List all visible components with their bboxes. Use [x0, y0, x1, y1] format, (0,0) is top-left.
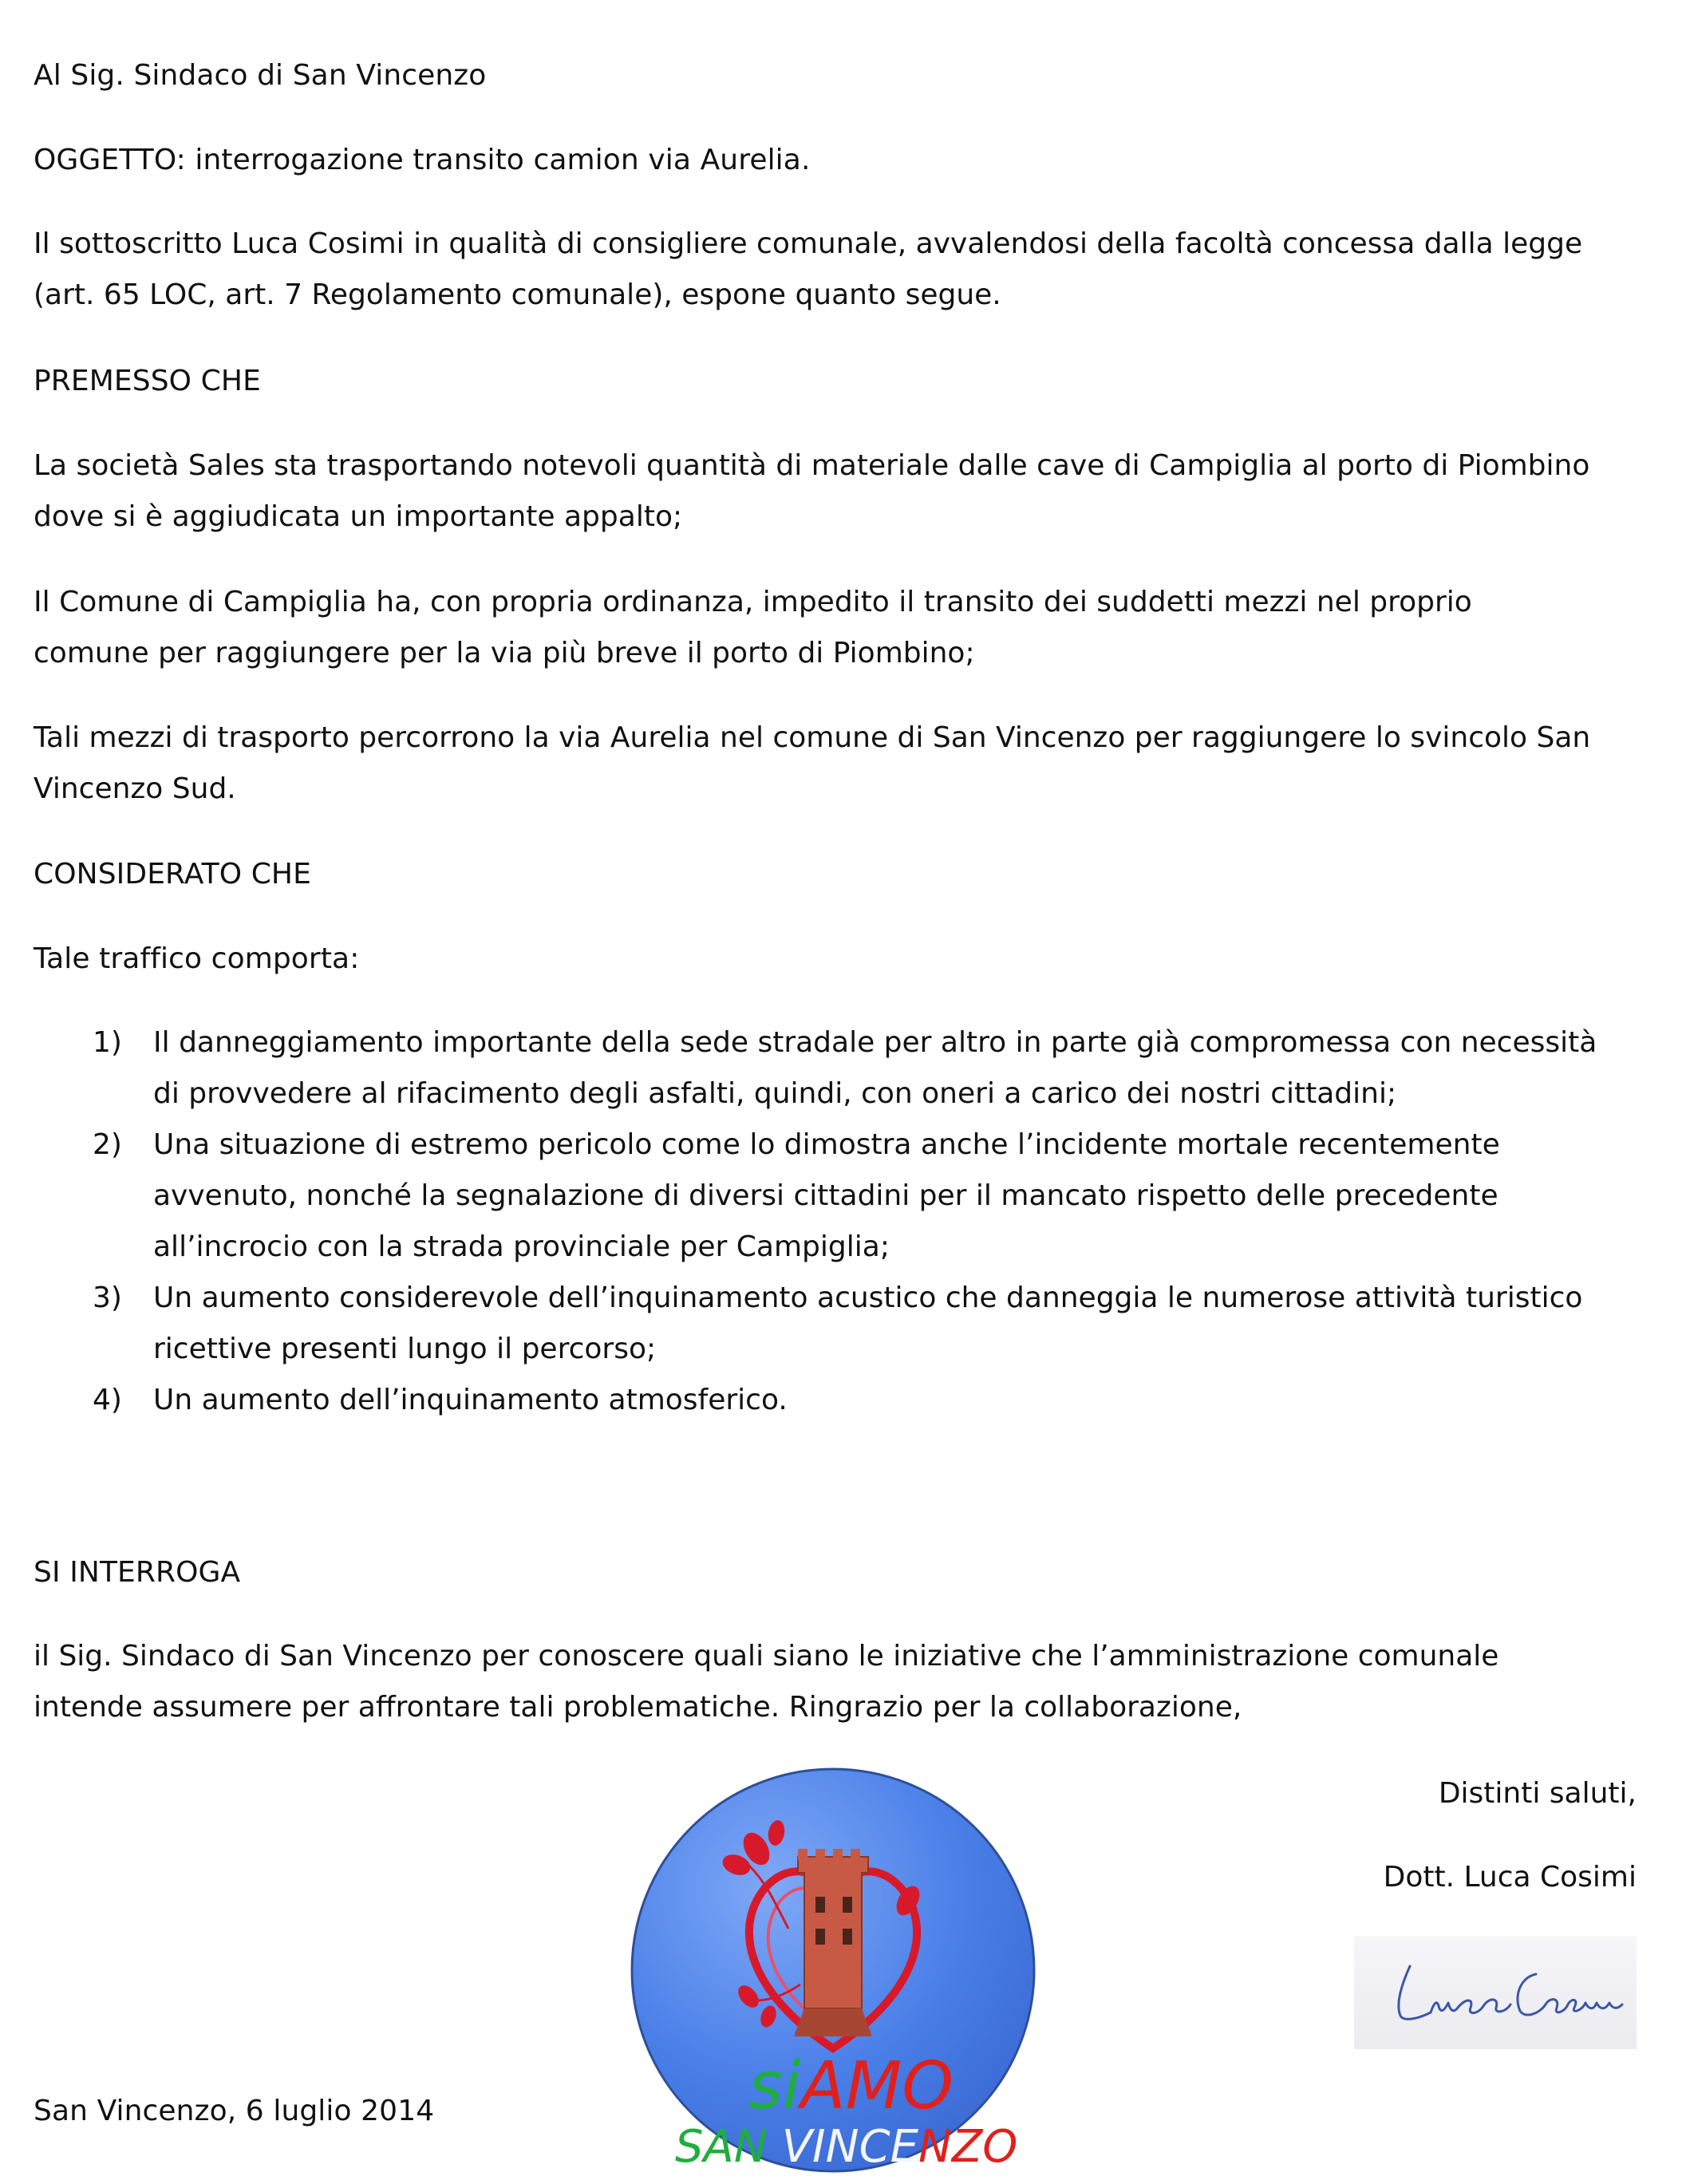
handwritten-signature	[1354, 1936, 1637, 2049]
tower-icon	[794, 1849, 872, 2036]
interroga-line: intende assumere per affrontare tali problematiche. Ringrazio per la collaborazione,	[34, 1691, 1242, 1724]
premesso-line: comune per raggiungere per la via più breve il porto di Piombino;	[34, 637, 975, 669]
premesso-line: Il Comune di Campiglia ha, con propria ordinanza, impedito il transito dei suddetti mezzi nel proprio	[34, 586, 1472, 618]
considerato-intro: Tale traffico comporta:	[34, 942, 360, 975]
premesso-line: dove si è aggiudicata un importante appalto;	[34, 500, 683, 533]
premesso-line: Vincenzo Sud.	[34, 772, 236, 805]
list-item	[34, 1017, 1661, 1120]
list-item	[34, 1120, 1661, 1273]
signatory-name: Dott. Luca Cosimi	[1383, 1861, 1637, 1894]
logo-line-1: siAMO	[748, 2048, 954, 2124]
premesso-paragraph	[34, 713, 1653, 815]
premesso-line: La società Sales sta trasportando notevoli quantità di materiale dalle cave di Campiglia al porto di Piombino	[34, 449, 1590, 482]
list-item-line: Un aumento dell’inquinamento atmosferico.	[153, 1384, 788, 1416]
premesso-paragraph	[34, 440, 1653, 543]
recipient: Al Sig. Sindaco di San Vincenzo	[34, 59, 487, 92]
place-date: San Vincenzo, 6 luglio 2014	[34, 2095, 435, 2127]
considerato-list	[34, 1017, 1661, 1426]
list-number: 1)	[93, 1026, 122, 1059]
list-number: 4)	[93, 1384, 122, 1416]
list-item-line: Il danneggiamento importante della sede stradale per altro in parte già compromessa con necessità	[153, 1026, 1597, 1059]
premesso-paragraph	[34, 577, 1653, 679]
logo-line-2: SAN VINCENZO	[675, 2121, 1018, 2173]
intro-paragraph	[34, 219, 1653, 321]
considerato-heading: CONSIDERATO CHE	[34, 858, 311, 891]
list-item-line: Una situazione di estremo pericolo come lo dimostra anche l’incidente mortale recentemente	[153, 1128, 1500, 1161]
list-item	[34, 1273, 1661, 1375]
interroga-paragraph	[34, 1631, 1653, 1733]
closing: Distinti saluti,	[1438, 1777, 1637, 1810]
interroga-line: il Sig. Sindaco di San Vincenzo per conoscere quali siano le iniziative che l’amministrazione comunale	[34, 1640, 1499, 1673]
list-item	[34, 1375, 1661, 1426]
list-item-line: avvenuto, nonché la segnalazione di diversi cittadini per il mancato rispetto delle precedente	[153, 1179, 1498, 1212]
intro-line: (art. 65 LOC, art. 7 Regolamento comunale), espone quanto segue.	[34, 278, 1001, 311]
intro-line: Il sottoscritto Luca Cosimi in qualità di consigliere comunale, avvalendosi della facoltà concessa dalla legge	[34, 227, 1583, 260]
siamo-san-vincenzo-logo	[629, 1761, 1037, 2176]
list-number: 3)	[93, 1282, 122, 1314]
subject-line: OGGETTO: interrogazione transito camion via Aurelia.	[34, 144, 811, 176]
interroga-heading: SI INTERROGA	[34, 1556, 241, 1589]
list-item-line: Un aumento considerevole dell’inquinamento acustico che danneggia le numerose attività turistico	[153, 1282, 1583, 1314]
list-number: 2)	[93, 1128, 122, 1161]
premesso-line: Tali mezzi di trasporto percorrono la via Aurelia nel comune di San Vincenzo per raggiungere lo svincolo San	[34, 721, 1591, 754]
list-item-line: all’incrocio con la strada provinciale per Campiglia;	[153, 1230, 890, 1263]
list-item-line: di provvedere al rifacimento degli asfalti, quindi, con oneri a carico dei nostri cittadini;	[153, 1077, 1397, 1110]
premesso-heading: PREMESSO CHE	[34, 365, 261, 397]
list-item-line: ricettive presenti lungo il percorso;	[153, 1333, 657, 1365]
